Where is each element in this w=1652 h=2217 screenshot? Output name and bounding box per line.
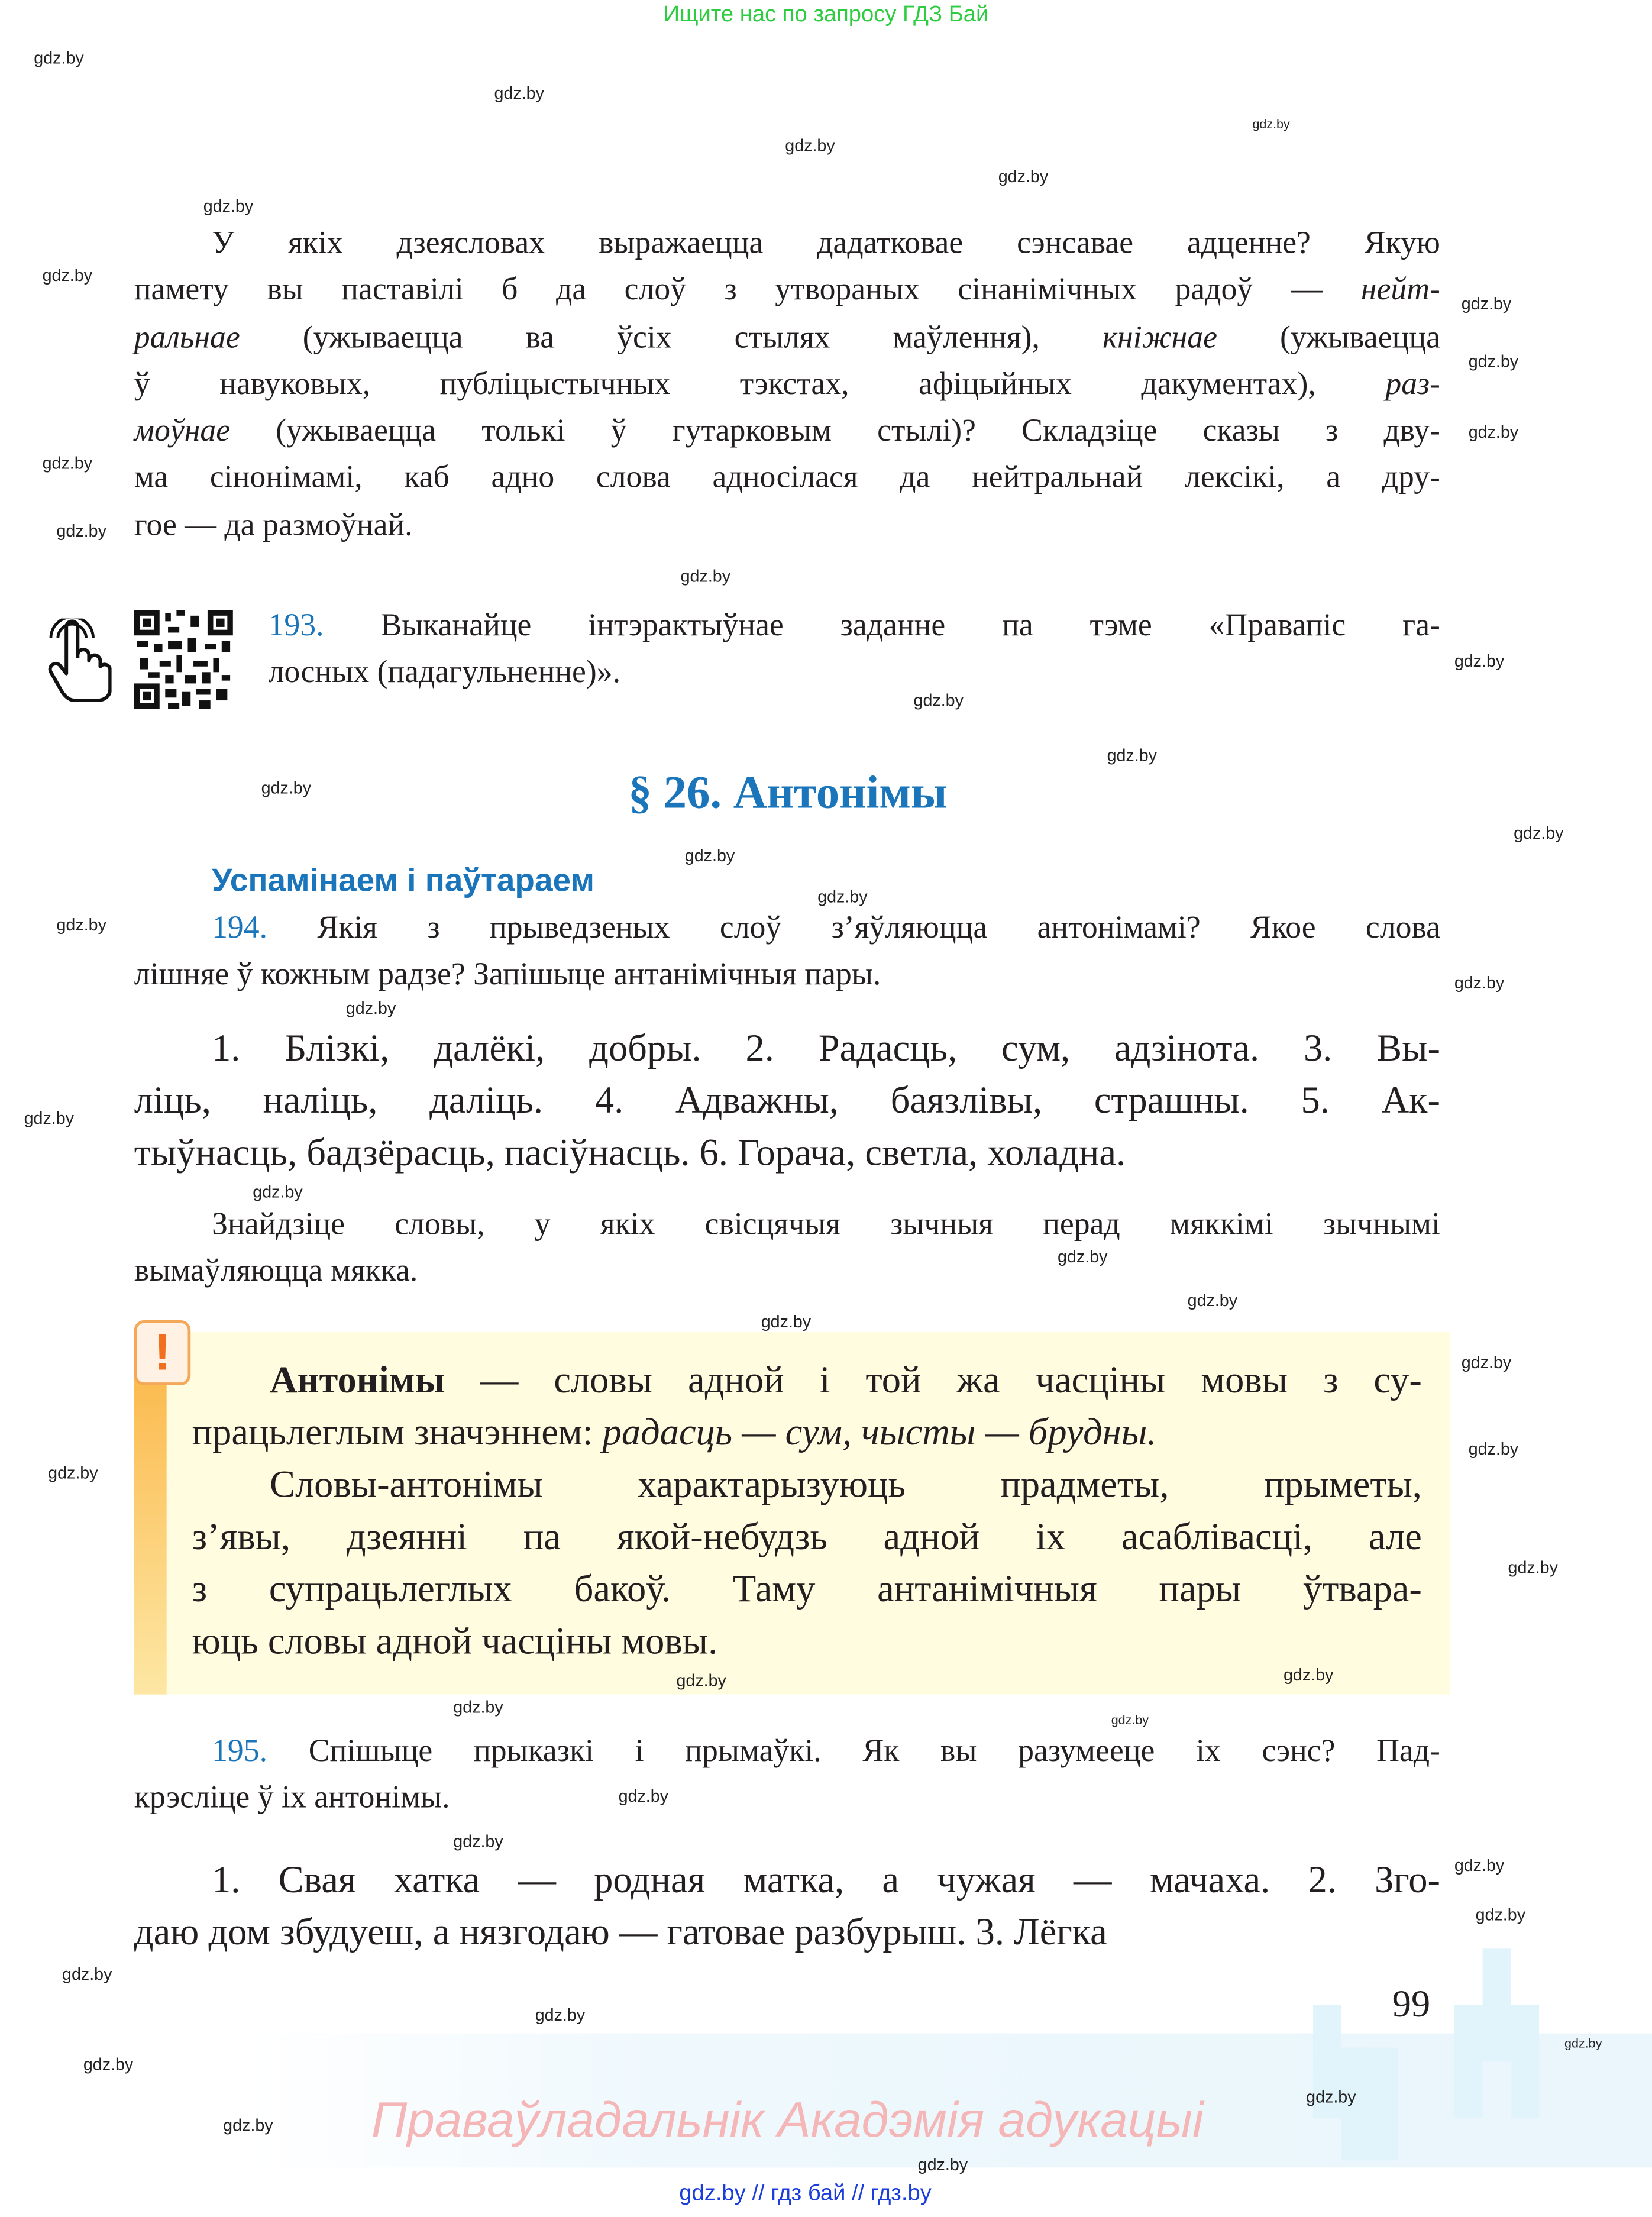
watermark: gdz.by (253, 1182, 303, 1202)
watermark: gdz.by (817, 887, 868, 907)
watermark: gdz.by (680, 566, 731, 586)
text-segment: памету вы паставілі б да слоў з утвораных сінанімічных радоў — (134, 272, 1361, 307)
text-line (192, 1459, 1422, 1511)
intro-paragraph (134, 219, 1440, 548)
exercise-number: 194. (212, 909, 268, 945)
text-segment: гое — да размоўнай. (134, 506, 413, 542)
text-line (134, 360, 1440, 406)
text-segment: вымаўляюцца мякка. (134, 1253, 418, 1288)
subsection-heading: Успамінаем і паўтараем (212, 861, 594, 899)
watermark: gdz.by (1306, 2087, 1356, 2107)
text-line (134, 1202, 1440, 1249)
watermark: gdz.by (998, 166, 1049, 187)
watermark: gdz.by (1468, 351, 1519, 371)
watermark: gdz.by (62, 1964, 112, 1985)
text-segment: Антонімы (269, 1358, 445, 1401)
text-line (134, 1127, 1440, 1179)
watermark: gdz.by (1252, 117, 1290, 132)
text-segment: працьлеглым значэннем: (192, 1410, 603, 1453)
top-search-hint-link[interactable]: Ищите нас по запросу ГДЗ Бай (663, 2, 989, 27)
watermark: gdz.by (1508, 1557, 1558, 1578)
text-segment: з’явы, дзеянні па якой-небудзь адной іх асаблівасці, але (192, 1515, 1422, 1558)
text-line (134, 1246, 1440, 1295)
text-line (134, 266, 1440, 313)
text-segment: У якіх дзеясловах выражаецца дадатковае сэнсавае адценне? Якую (212, 224, 1440, 260)
touch-hand-icon (47, 619, 112, 703)
text-line (134, 501, 1440, 548)
watermark: gdz.by (453, 1831, 503, 1851)
rule-definition (192, 1354, 1422, 1459)
watermark: gdz.by (1058, 1246, 1108, 1267)
watermark: gdz.by (223, 2115, 273, 2135)
text-segment: кніжнае (1102, 318, 1217, 354)
watermark: gdz.by (34, 48, 84, 68)
text-line (192, 1615, 1422, 1667)
watermark: gdz.by (1461, 1352, 1512, 1373)
rule-stripe (134, 1356, 167, 1695)
text-segment: лішняе ў кожным радзе? Запішыце антанімічныя пары. (134, 956, 881, 992)
text-segment: ў навуковых, публіцыстычных тэкстах, афіцыйных дакументах), (134, 366, 1386, 401)
text-line (134, 454, 1440, 500)
text-segment: ма сінонімамі, каб адно слова адносілася да нейтральнай лексікі, а дру- (134, 459, 1440, 495)
text-segment: 1. Свая хатка — родная матка, а чужая — мачаха. 2. Зго- (212, 1858, 1440, 1901)
watermark: gdz.by (1468, 1439, 1519, 1459)
text-line (134, 1774, 1440, 1821)
watermark: gdz.by (1111, 1712, 1149, 1727)
watermark: gdz.by (56, 521, 106, 541)
text-line (269, 648, 1440, 695)
exercise-194-task (134, 1202, 1440, 1296)
watermark: gdz.by (676, 1670, 726, 1691)
watermark: gdz.by (42, 265, 93, 286)
text-segment: Выканайце інтэрактыўнае заданне па тэме «Правапіс га- (324, 607, 1440, 643)
bottom-site-links[interactable]: gdz.by // гдз бай // гдз.by (679, 2182, 932, 2206)
exercise-194-words (134, 1022, 1440, 1179)
watermark: gdz.by (761, 1311, 812, 1332)
text-line (134, 904, 1440, 951)
exercise-195-proverbs (134, 1854, 1440, 1959)
text-segment: Якія з прыведзеных слоў з’яўляюцца антонімамі? Якое слова (267, 909, 1440, 945)
exercise-number: 193. (268, 607, 324, 643)
watermark: gdz.by (684, 845, 735, 866)
qr-code-icon[interactable] (134, 610, 233, 709)
watermark: gdz.by (535, 2005, 586, 2025)
watermark: gdz.by (24, 1108, 74, 1129)
watermark: gdz.by (1283, 1665, 1334, 1685)
text-segment: ральнае (134, 318, 240, 354)
exercise-193 (269, 602, 1440, 696)
text-line (192, 1563, 1422, 1615)
text-line (134, 1022, 1440, 1074)
text-line (192, 1511, 1422, 1563)
text-segment: (ужываецца толькі ў гутарковым стылі)? Складзіце сказы з дву- (230, 412, 1440, 448)
text-segment: Знайдзіце словы, у якіх свісцячыя зычныя перад мяккімі зычнымі (212, 1206, 1440, 1242)
text-segment: раз- (1385, 366, 1440, 401)
watermark: gdz.by (83, 2054, 134, 2074)
watermark: gdz.by (1454, 972, 1505, 993)
text-segment: (ужываецца ва ўсіх стылях маўлення), (240, 318, 1103, 354)
text-segment: даю дом збудуеш, а нязгодаю — гатовае разбурыш. 3. Лёгка (134, 1910, 1107, 1953)
watermark: gdz.by (1475, 1905, 1526, 1925)
text-line (192, 1407, 1422, 1459)
text-segment: тыўнасць, бадзёрасць, пасіўнасць. 6. Горача, светла, холадна. (134, 1131, 1126, 1174)
text-line (134, 313, 1440, 360)
watermark: gdz.by (494, 83, 544, 104)
watermark: gdz.by (917, 2154, 968, 2175)
watermark: gdz.by (56, 914, 106, 935)
watermark: gdz.by (1514, 823, 1564, 844)
watermark: gdz.by (42, 453, 93, 473)
watermark: gdz.by (785, 135, 835, 156)
text-segment: лосных (падагульненне)». (268, 654, 621, 690)
text-segment: 1. Блізкі, далёкі, добры. 2. Радасць, сум, адзінота. 3. Вы- (212, 1026, 1440, 1069)
text-line (134, 407, 1440, 454)
text-segment: Спішыце прыказкі і прымаўкі. Як вы разумееце іх сэнс? Пад- (267, 1733, 1440, 1768)
exercise-195 (134, 1727, 1440, 1821)
watermark: gdz.by (261, 778, 312, 798)
watermark: gdz.by (618, 1786, 669, 1806)
watermark: gdz.by (1468, 422, 1519, 442)
watermark: gdz.by (1564, 2036, 1602, 2051)
page-number: 99 (1392, 1982, 1431, 2025)
text-segment: моўнае (134, 412, 231, 448)
text-segment: — словы адной і той жа часціны мовы з су- (444, 1358, 1422, 1401)
text-line (134, 219, 1440, 266)
watermark: gdz.by (1454, 651, 1505, 671)
text-line (192, 1354, 1422, 1406)
exercise-194 (134, 904, 1440, 998)
text-segment: нейт- (1360, 272, 1440, 307)
exercise-number: 195. (212, 1733, 268, 1768)
text-segment: юць словы адной часціны мовы. (192, 1620, 718, 1662)
section-heading: § 26. Антонімы (628, 768, 948, 819)
text-line (134, 1727, 1440, 1774)
rule-explanation (192, 1459, 1422, 1667)
watermark: gdz.by (1187, 1290, 1238, 1311)
text-segment: крэсліце ў іх антонімы. (134, 1779, 450, 1815)
text-segment: Словы-антонімы характарызуюць прадметы, прыметы, (269, 1463, 1422, 1505)
watermark: gdz.by (1461, 293, 1512, 314)
exclamation-icon: ! (134, 1320, 190, 1385)
text-line (134, 951, 1440, 997)
text-segment: з супрацьлеглых бакоў. Таму антанімічныя пары ўтвара- (192, 1567, 1422, 1610)
watermark: gdz.by (1107, 745, 1157, 765)
text-segment: радасць — сум, чысты — брудны. (602, 1410, 1157, 1453)
watermark: gdz.by (203, 196, 254, 216)
watermark: gdz.by (453, 1697, 503, 1717)
text-line (134, 1854, 1440, 1906)
text-line (134, 1075, 1440, 1127)
text-line (134, 1906, 1440, 1959)
text-line (269, 602, 1440, 648)
watermark: gdz.by (48, 1463, 98, 1483)
copyright-watermark: Праваўладальнік Акадэмія адукацыі (371, 2092, 1204, 2148)
text-segment: ліць, наліць, даліць. 4. Адважны, баязлівы, страшны. 5. Ак- (134, 1078, 1440, 1122)
watermark: gdz.by (913, 690, 964, 710)
text-segment: (ужываецца (1217, 318, 1440, 354)
watermark: gdz.by (1454, 1855, 1505, 1876)
watermark: gdz.by (345, 998, 396, 1019)
